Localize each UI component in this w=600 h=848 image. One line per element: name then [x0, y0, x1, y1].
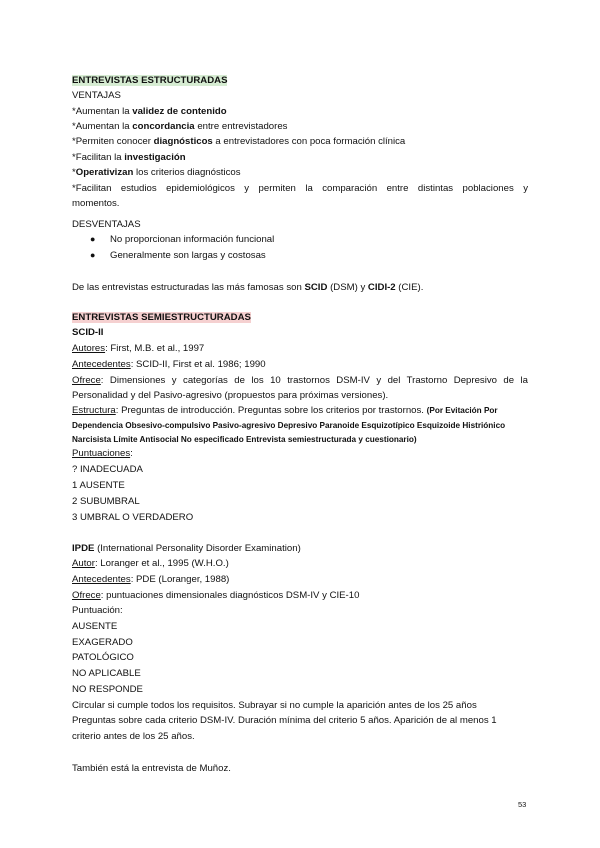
ipde-puntuacion-label: Puntuación:	[72, 605, 123, 616]
desventaja-item: No proporcionan información funcional	[110, 234, 275, 245]
ipde-ofrece: Ofrece: puntuaciones dimensionales diagnósticos DSM-IV y CIE-10	[72, 590, 360, 601]
ventajas-label: VENTAJAS	[72, 90, 121, 101]
ipde-nota-continuation: criterio antes de los 25 años.	[72, 731, 195, 742]
scid-puntuacion-item: 2 SUBUMBRAL	[72, 496, 140, 507]
scid-estructura-continuation: Dependencia Obsesivo-compulsivo Pasivo-agresivo Depresivo Paranoide Esquizotípico Esquizoide Histriónico	[72, 421, 506, 430]
ipde-puntuacion-item: NO RESPONDE	[72, 684, 143, 695]
scid-puntuacion-item: ? INADECUADA	[72, 464, 143, 475]
ipde-title: IPDE (International Personality Disorder Examination)	[72, 543, 301, 554]
ventaja-item: *Operativizan los criterios diagnósticos	[72, 167, 241, 178]
ipde-puntuacion-item: AUSENTE	[72, 621, 118, 632]
ventaja-item: *Facilitan la investigación	[72, 152, 186, 163]
ventaja-item: *Aumentan la concordancia entre entrevistadores	[72, 121, 288, 132]
page-number: 53	[518, 800, 527, 809]
scid-puntuacion-item: 3 UMBRAL O VERDADERO	[72, 512, 194, 523]
bullet-icon: ●	[90, 234, 96, 244]
ipde-antecedentes: Antecedentes: PDE (Loranger, 1988)	[72, 574, 230, 585]
section-heading-semiestructuradas: ENTREVISTAS SEMIESTRUCTURADAS	[72, 312, 251, 323]
scid-puntuacion-item: 1 AUSENTE	[72, 480, 125, 491]
section-heading-estructuradas: ENTREVISTAS ESTRUCTURADAS	[72, 75, 228, 86]
ipde-nota: Preguntas sobre cada criterio DSM-IV. Duración mínima del criterio 5 años. Aparición de al menos 1	[72, 715, 497, 726]
scid-ofrece: Ofrece: Dimensiones y categorías de los 10 trastornos DSM-IV y del Trastorno Depresivo de la	[72, 375, 528, 386]
desventajas-label: DESVENTAJAS	[72, 219, 141, 230]
scid-estructura: Estructura: Preguntas de introducción. Preguntas sobre los criterios por trastornos. (Por Evitación Por	[72, 405, 498, 416]
ventaja-item-continuation: momentos.	[72, 198, 120, 209]
ipde-puntuacion-item: NO APLICABLE	[72, 668, 141, 679]
ventaja-item: *Facilitan estudios epidemiológicos y permiten la comparación entre distintas poblaciones y	[72, 183, 528, 194]
scid-title: SCID-II	[72, 327, 104, 338]
desventaja-item: Generalmente son largas y costosas	[110, 250, 266, 261]
scid-antecedentes: Antecedentes: SCID-II, First et al. 1986; 1990	[72, 359, 266, 370]
ipde-puntuacion-item: EXAGERADO	[72, 637, 133, 648]
scid-puntuaciones-label: Puntuaciones:	[72, 448, 133, 459]
scid-ofrece-continuation: Personalidad y del Pasivo-agresivo (propuestos para próximas versiones).	[72, 390, 389, 401]
munoz-paragraph: También está la entrevista de Muñoz.	[72, 763, 231, 774]
ventaja-item: *Aumentan la validez de contenido	[72, 106, 227, 117]
scid-autores: Autores: First, M.B. et al., 1997	[72, 343, 205, 354]
bullet-icon: ●	[90, 250, 96, 260]
ipde-autor: Autor: Loranger et al., 1995 (W.H.O.)	[72, 558, 229, 569]
ipde-nota: Circular si cumple todos los requisitos. Subrayar si no cumple la aparición antes de los 25 años	[72, 700, 477, 711]
ipde-puntuacion-item: PATOLÓGICO	[72, 652, 134, 663]
famosas-paragraph: De las entrevistas estructuradas las más famosas son SCID (DSM) y CIDI-2 (CIE).	[72, 282, 424, 293]
ventaja-item: *Permiten conocer diagnósticos a entrevistadores con poca formación clínica	[72, 136, 406, 147]
scid-estructura-continuation: Narcisista Límite Antisocial No especificado Entrevista semiestructurada y cuestionario)	[72, 435, 417, 444]
